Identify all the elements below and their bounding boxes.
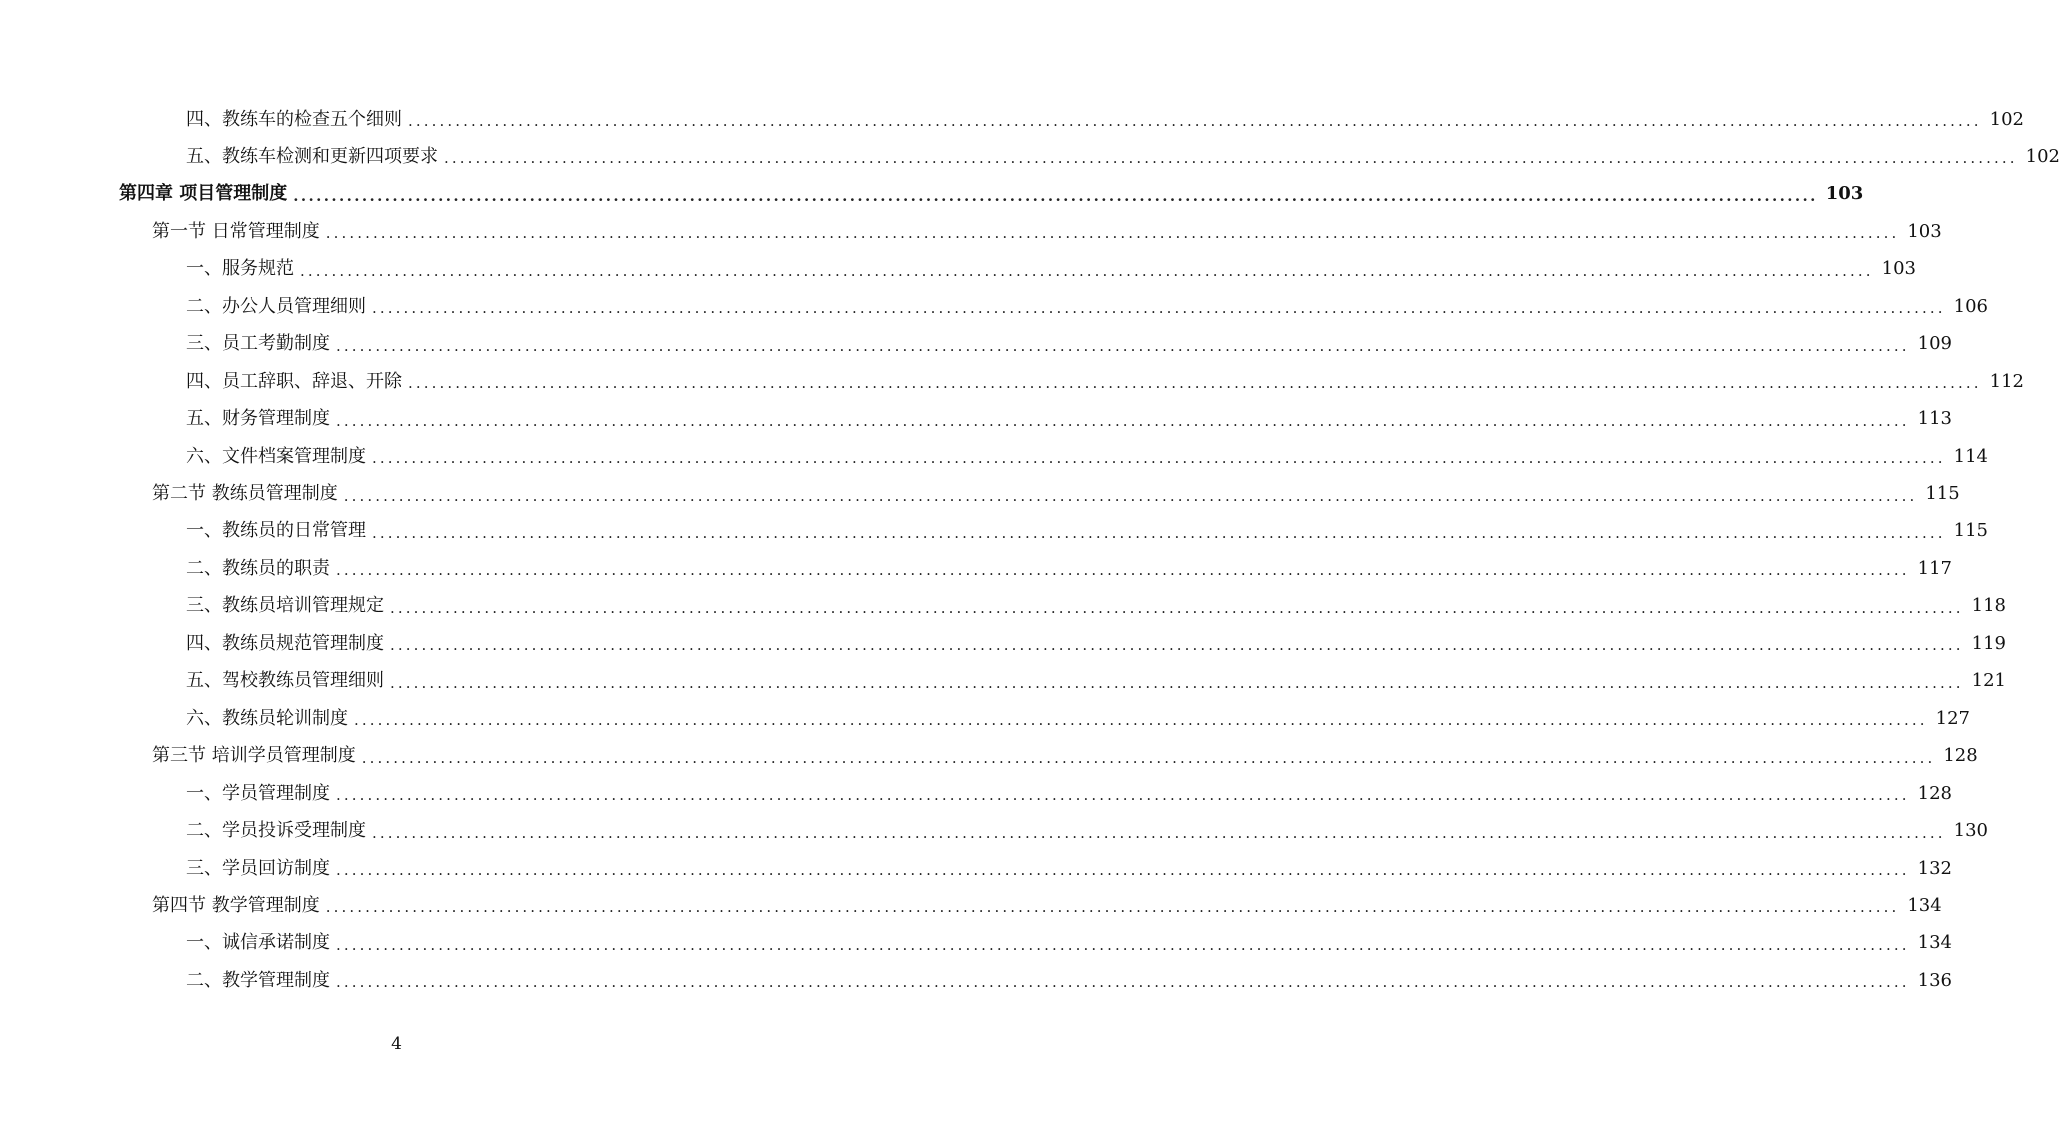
toc-dot-leader: ........................................................................................................................................................................................................	[390, 673, 1964, 692]
toc-entry-page: 128	[1917, 782, 1952, 804]
toc-entry-title: 一、服务规范	[186, 258, 294, 280]
toc-entry-page: 103	[1907, 220, 1942, 242]
toc-entry-page: 127	[1935, 707, 1970, 729]
toc-entry[interactable]	[186, 962, 1952, 999]
toc-entry-title: 四、教练员规范管理制度	[186, 632, 384, 654]
toc-dot-leader: ........................................................................................................................................................................................................	[390, 636, 1964, 655]
toc-dot-leader: ........................................................................................................................................................................................................	[336, 411, 1910, 430]
toc-entry[interactable]	[186, 663, 2006, 700]
toc-dot-leader: ........................................................................................................................................................................................................	[444, 149, 2018, 168]
toc-dot-leader: ........................................................................................................................................................................................................	[372, 299, 1946, 318]
toc-entry-page: 130	[1953, 820, 1988, 842]
toc-entry[interactable]	[186, 401, 1952, 438]
toc-entry-page: 103	[1825, 183, 1864, 205]
toc-entry[interactable]	[186, 850, 1952, 887]
toc-entry-title: 四、员工辞职、辞退、开除	[186, 370, 402, 392]
toc-entry-title: 五、财务管理制度	[186, 408, 330, 430]
toc-entry-page: 115	[1925, 483, 1960, 504]
toc-entry-title: 一、教练员的日常管理	[186, 520, 366, 542]
toc-entry-page: 113	[1917, 408, 1952, 430]
toc-dot-leader: ........................................................................................................................................................................................................	[336, 861, 1910, 879]
toc-entry-page: 118	[1971, 595, 2006, 617]
toc-entry[interactable]	[152, 213, 1942, 250]
toc-entry-title: 第三节 培训学员管理制度	[152, 745, 356, 767]
toc-dot-leader: ........................................................................................................................................................................................................	[372, 523, 1946, 542]
toc-entry[interactable]	[186, 363, 2024, 400]
toc-dot-leader: ........................................................................................................................................................................................................	[372, 823, 1946, 842]
toc-entry-page: 115	[1953, 520, 1988, 542]
toc-entry-title: 三、员工考勤制度	[186, 333, 330, 355]
toc-entry[interactable]	[119, 176, 1864, 213]
toc-entry[interactable]	[186, 700, 1970, 737]
toc-dot-leader: ........................................................................................................................................................................................................	[361, 748, 1936, 767]
toc-dot-leader: ........................................................................................................................................................................................................	[408, 374, 1982, 393]
toc-entry-page: 114	[1953, 445, 1988, 467]
toc-dot-leader: ........................................................................................................................................................................................................	[325, 224, 1900, 243]
page-number: 4	[391, 1034, 402, 1054]
toc-entry-title: 二、学员投诉受理制度	[186, 820, 366, 842]
toc-entry-title: 五、驾校教练员管理细则	[186, 670, 384, 692]
toc-dot-leader: ........................................................................................................................................................................................................	[354, 711, 1928, 730]
toc-entry-page: 121	[1971, 670, 2006, 692]
toc-entry-title: 第二节 教练员管理制度	[152, 483, 338, 504]
toc-dot-leader: ........................................................................................................................................................................................................	[336, 561, 1910, 580]
toc-dot-leader: ........................................................................................................................................................................................................	[343, 486, 1918, 505]
toc-entry-title: 三、学员回访制度	[186, 857, 330, 879]
toc-entry-title: 二、教练员的职责	[186, 557, 330, 579]
toc-entry-title: 六、文件档案管理制度	[186, 445, 366, 467]
toc-entry[interactable]	[152, 738, 1978, 775]
toc-entry-page: 128	[1943, 745, 1978, 767]
toc-dot-leader: ........................................................................................................................................................................................................	[300, 261, 1874, 280]
toc-entry-title: 三、教练员培训管理规定	[186, 595, 384, 617]
toc-entry[interactable]	[152, 887, 1942, 924]
toc-entry[interactable]	[186, 138, 2060, 175]
toc-entry-page: 117	[1917, 557, 1952, 579]
toc-dot-leader: ........................................................................................................................................................................................................	[408, 112, 1982, 130]
toc-entry[interactable]	[186, 775, 1952, 812]
toc-entry[interactable]	[186, 550, 1952, 587]
toc-dot-leader: ........................................................................................................................................................................................................	[293, 186, 1818, 205]
toc-dot-leader: ........................................................................................................................................................................................................	[372, 449, 1946, 468]
toc-entry-title: 第四节 教学管理制度	[152, 894, 320, 916]
toc-entry-title: 六、教练员轮训制度	[186, 707, 348, 729]
toc-entry-page: 106	[1953, 295, 1988, 317]
toc-dot-leader: ........................................................................................................................................................................................................	[336, 336, 1910, 355]
toc-dot-leader: ........................................................................................................................................................................................................	[336, 786, 1910, 805]
toc-entry-title: 第四章 项目管理制度	[119, 183, 288, 205]
toc-entry[interactable]	[186, 513, 1988, 550]
toc-entry-page: 103	[1881, 258, 1916, 280]
toc-entry-page: 134	[1917, 932, 1952, 954]
toc-entry[interactable]	[186, 326, 1952, 363]
toc-entry-page: 102	[1989, 108, 2024, 130]
toc-entry-page: 102	[2025, 145, 2060, 167]
toc-entry-title: 第一节 日常管理制度	[152, 220, 320, 242]
toc-entry[interactable]	[186, 438, 1988, 475]
toc-entry-page: 132	[1917, 857, 1952, 879]
toc-entry-page: 119	[1971, 632, 2006, 654]
toc-entry-page: 136	[1917, 969, 1952, 991]
toc-dot-leader: ........................................................................................................................................................................................................	[336, 935, 1910, 954]
toc-entry[interactable]	[186, 101, 2024, 138]
toc-entry[interactable]	[186, 925, 1952, 962]
toc-entry-page: 109	[1917, 333, 1952, 355]
toc-entry-title: 四、教练车的检查五个细则	[186, 108, 402, 130]
toc-entry-title: 二、教学管理制度	[186, 969, 330, 991]
toc-entry-page: 112	[1989, 370, 2024, 392]
toc-entry[interactable]	[152, 476, 1960, 513]
toc-entry[interactable]	[186, 288, 1988, 325]
toc-dot-leader: ........................................................................................................................................................................................................	[390, 598, 1964, 617]
toc-entry-title: 二、办公人员管理细则	[186, 295, 366, 317]
toc-dot-leader: ........................................................................................................................................................................................................	[325, 898, 1900, 917]
toc-entry[interactable]	[186, 625, 2006, 662]
toc-dot-leader: ........................................................................................................................................................................................................	[336, 973, 1910, 992]
toc-entry-title: 一、诚信承诺制度	[186, 932, 330, 954]
toc-entry[interactable]	[186, 251, 1916, 288]
toc-entry-title: 一、学员管理制度	[186, 782, 330, 804]
toc-entry[interactable]	[186, 588, 2006, 625]
toc-entry[interactable]	[186, 813, 1988, 850]
toc-entry-title: 五、教练车检测和更新四项要求	[186, 145, 438, 167]
toc-entry-page: 134	[1907, 894, 1942, 916]
